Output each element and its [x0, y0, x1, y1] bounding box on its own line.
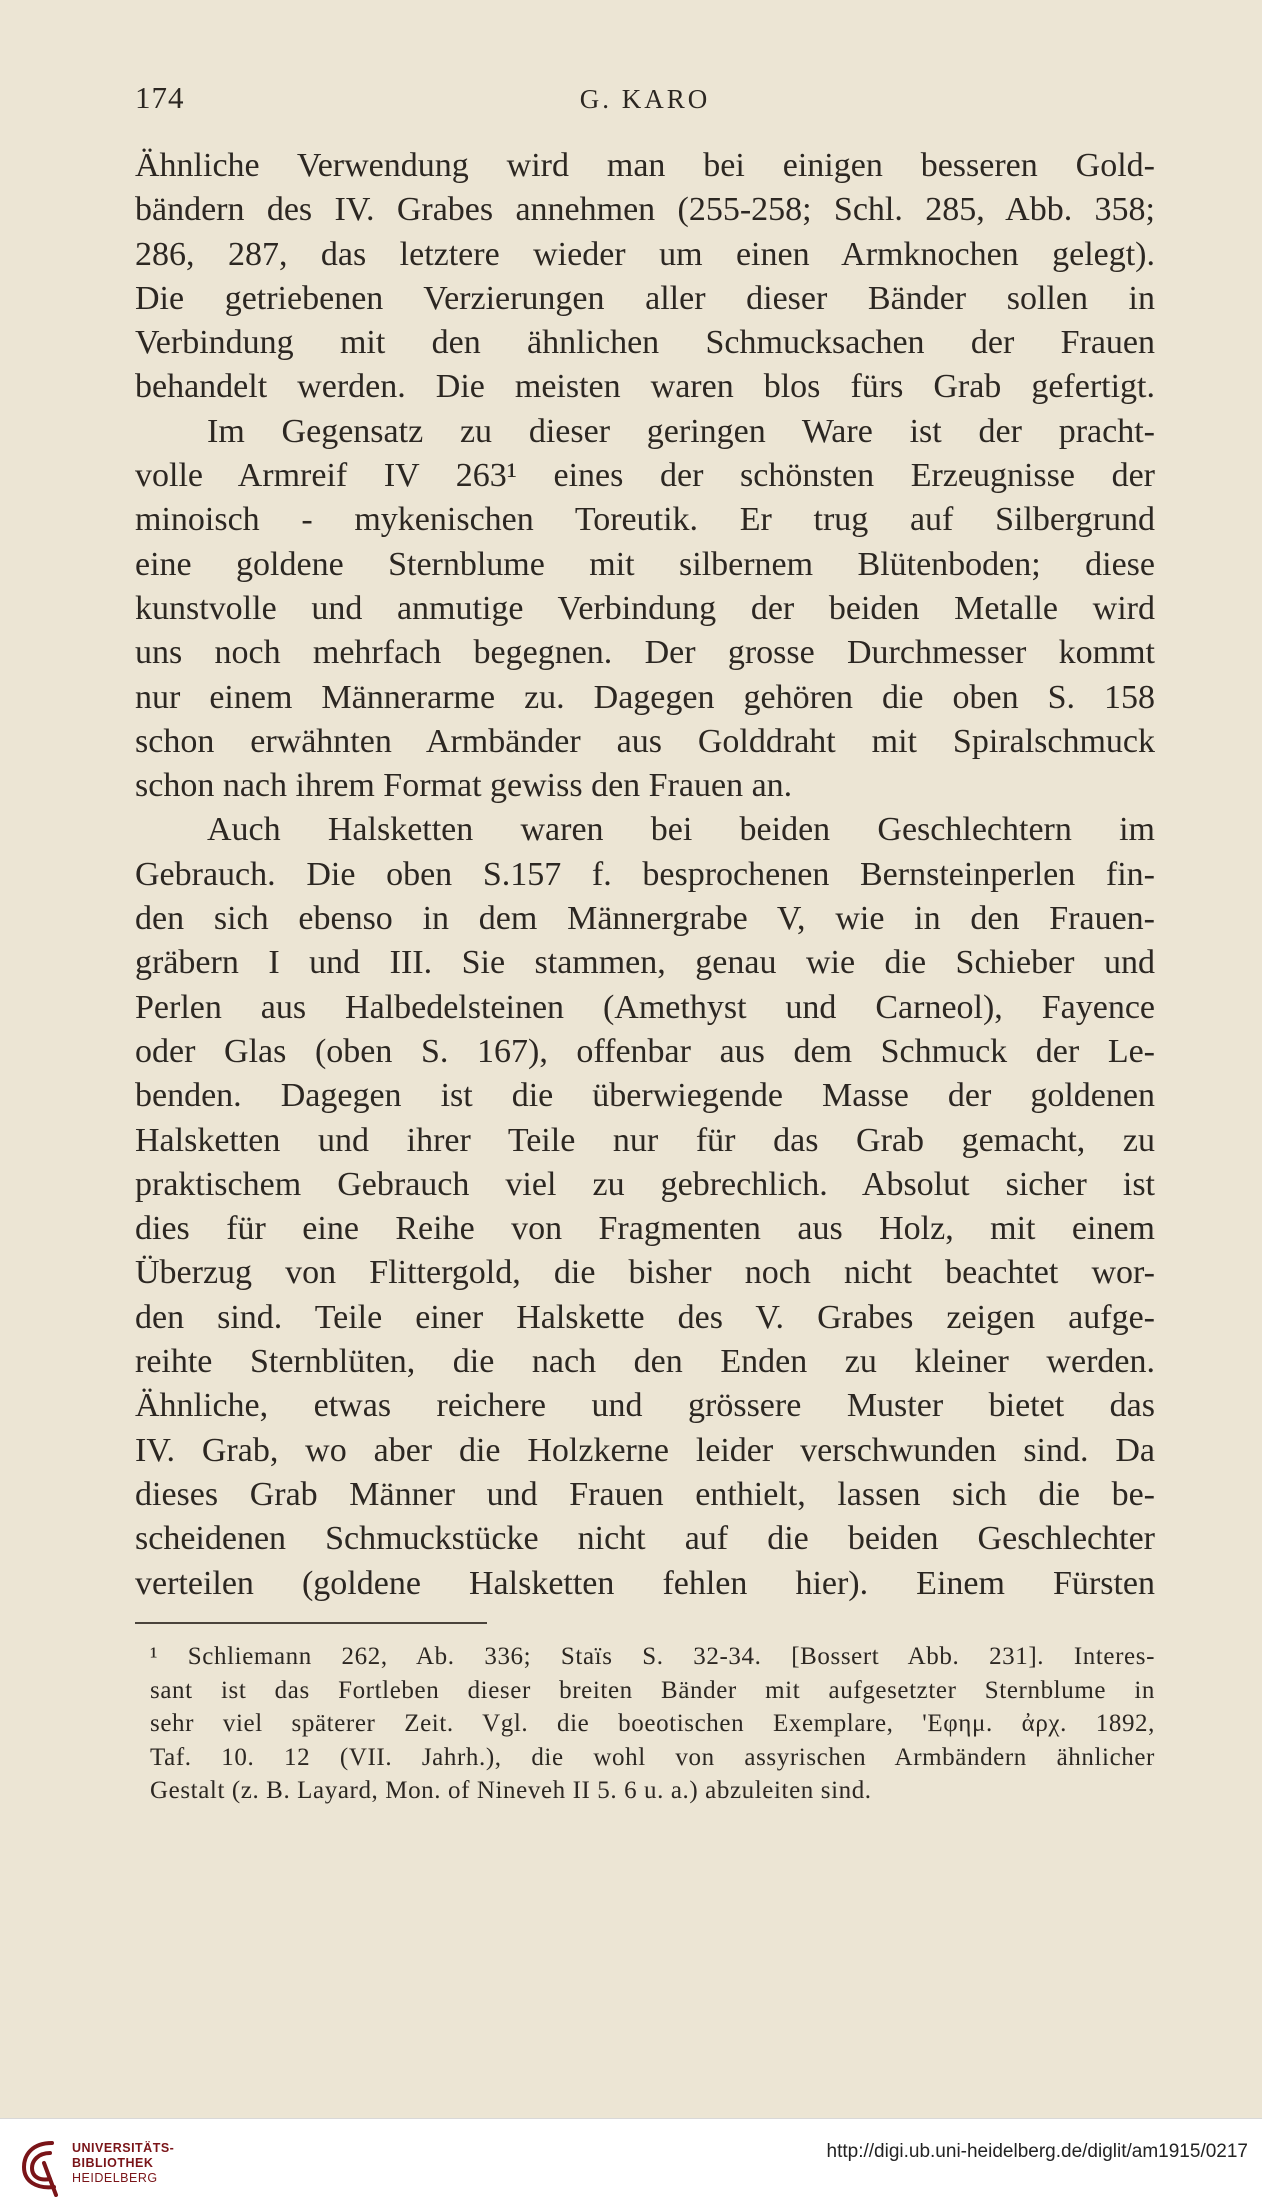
text-line: Verbindung mit den ähnlichen Schmucksachen der Frauen [135, 324, 1155, 362]
paragraph-2 [135, 410, 1155, 809]
logo-line: UNIVERSITÄTS- [72, 2141, 175, 2155]
text-line: scheidenen Schmuckstücke nicht auf die beiden Geschlechter [135, 1520, 1155, 1558]
text-line: Halsketten und ihrer Teile nur für das Grab gemacht, zu [135, 1121, 1155, 1159]
footnote-divider [135, 1622, 487, 1624]
text-line: 286, 287, das letztere wieder um einen Armknochen gelegt). [135, 235, 1155, 273]
text-line: gräbern I und III. Sie stammen, genau wie die Schieber und [135, 944, 1155, 982]
library-logo-icon [14, 2133, 64, 2197]
footnote-line: Taf. 10. 12 (VII. Jahrh.), die wohl von assyrischen Armbändern ähnlicher [150, 1743, 1155, 1771]
logo-line: HEIDELBERG [72, 2171, 158, 2185]
logo-line: BIBLIOTHEK [72, 2156, 154, 2170]
text-line: behandelt werden. Die meisten waren blos fürs Grab gefertigt. [135, 368, 1155, 406]
footnote [150, 1640, 1155, 1808]
paragraph-3 [135, 808, 1155, 1605]
library-logo-text [72, 2141, 174, 2186]
paragraph-1 [135, 144, 1155, 410]
text-line: dies für eine Reihe von Fragmenten aus Holz, mit einem [135, 1210, 1155, 1248]
text-line: verteilen (goldene Halsketten fehlen hier). Einem Fürsten [135, 1564, 1155, 1602]
text-line: schon nach ihrem Format gewiss den Frauen an. [135, 767, 793, 805]
page-number: 174 [135, 80, 185, 115]
text-line: IV. Grab, wo aber die Holzkerne leider verschwunden sind. Da [135, 1431, 1155, 1469]
text-line: Perlen aus Halbedelsteinen (Amethyst und Carneol), Fayence [135, 988, 1155, 1026]
text-line: oder Glas (oben S. 167), offenbar aus dem Schmuck der Le- [135, 1032, 1155, 1070]
text-line: Gebrauch. Die oben S.157 f. besprochenen Bernsteinperlen fin- [135, 855, 1155, 893]
text-line: bändern des IV. Grabes annehmen (255-258; Schl. 285, Abb. 358; [135, 191, 1155, 229]
text-line: Überzug von Flittergold, die bisher noch nicht beachtet wor- [135, 1254, 1155, 1292]
text-line: uns noch mehrfach begegnen. Der grosse Durchmesser kommt [135, 634, 1155, 672]
text-line: benden. Dagegen ist die überwiegende Masse der goldenen [135, 1077, 1155, 1115]
text-line: dieses Grab Männer und Frauen enthielt, lassen sich die be- [135, 1475, 1155, 1513]
text-line: minoisch - mykenischen Toreutik. Er trug auf Silbergrund [135, 501, 1155, 539]
footnote-line: sant ist das Fortleben dieser breiten Bänder mit aufgesetzter Sternblume in [150, 1676, 1155, 1704]
text-line: Ähnliche, etwas reichere und grössere Muster bietet das [135, 1387, 1155, 1425]
text-line: Ähnliche Verwendung wird man bei einigen besseren Gold- [135, 147, 1155, 184]
text-line: Auch Halsketten waren bei beiden Geschlechtern im [207, 811, 1155, 849]
footer-bar [0, 2118, 1262, 2210]
text-line: schon erwähnten Armbänder aus Golddraht mit Spiralschmuck [135, 722, 1155, 760]
text-line: den sich ebenso in dem Männergrabe V, wie in den Frauen- [135, 900, 1155, 938]
text-line: Im Gegensatz zu dieser geringen Ware ist der pracht- [207, 412, 1155, 450]
page-header [135, 80, 1155, 130]
source-url-link[interactable]: http://digi.ub.uni-heidelberg.de/diglit/am1915/0217 [826, 2141, 1248, 2162]
footnote-line: Gestalt (z. B. Layard, Mon. of Nineveh II 5. 6 u. a.) abzuleiten sind. [150, 1777, 872, 1804]
text-line: reihte Sternblüten, die nach den Enden zu kleiner werden. [135, 1343, 1155, 1381]
text-line: kunstvolle und anmutige Verbindung der beiden Metalle wird [135, 589, 1155, 627]
text-line: Die getriebenen Verzierungen aller dieser Bänder sollen in [135, 279, 1155, 317]
text-line: volle Armreif IV 263¹ eines der schönsten Erzeugnisse der [135, 457, 1155, 495]
running-head: G. KARO [579, 84, 711, 114]
footnote-line: sehr viel späterer Zeit. Vgl. die boeotischen Exemplare, 'Εφημ. ἀρχ. 1892, [150, 1710, 1155, 1737]
text-line: nur einem Männerarme zu. Dagegen gehören die oben S. 158 [135, 678, 1155, 716]
text-line: den sind. Teile einer Halskette des V. Grabes zeigen aufge- [135, 1298, 1155, 1336]
text-line: praktischem Gebrauch viel zu gebrechlich. Absolut sicher ist [135, 1165, 1155, 1203]
footnote-line: ¹ Schliemann 262, Ab. 336; Staïs S. 32-34. [Bossert Abb. 231]. Interes- [150, 1643, 1155, 1670]
body-text [135, 144, 1155, 1606]
text-line: eine goldene Sternblume mit silbernem Blütenboden; diese [135, 545, 1155, 583]
